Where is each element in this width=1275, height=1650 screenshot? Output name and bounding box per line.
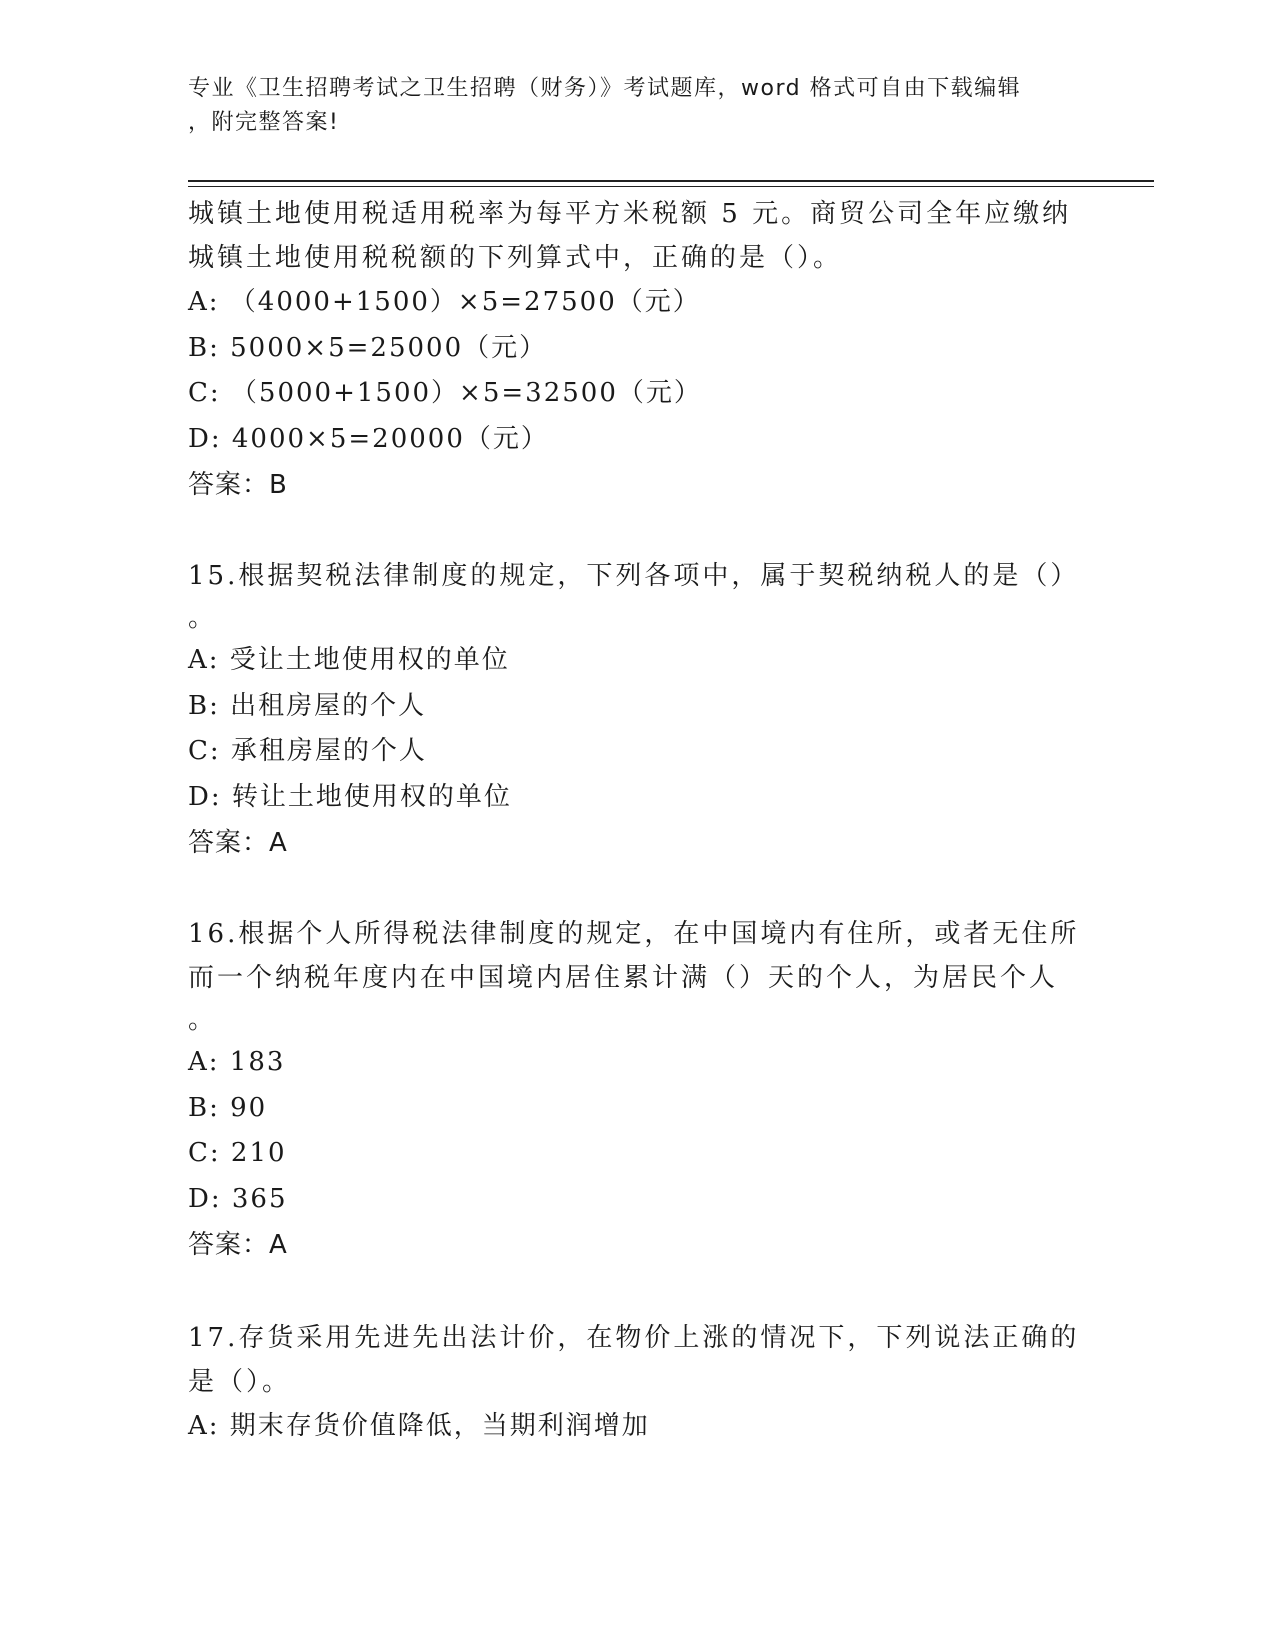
spacer [188, 508, 1088, 554]
header-divider-thin [188, 186, 1154, 187]
spacer [188, 866, 1088, 912]
question-stem-line: 16.根据个人所得税法律制度的规定，在中国境内有住所，或者无住所 [188, 919, 1080, 949]
option-c: C: 承租房屋的个人 [188, 736, 427, 766]
answer-label: 答案：A [188, 828, 288, 858]
option-d: D: 4000×5=20000（元） [188, 423, 549, 454]
header-line-2: ，附完整答案! [188, 110, 340, 135]
option-d: D: 转让土地使用权的单位 [188, 781, 512, 812]
option-a: A: （4000+1500）×5=27500（元） [188, 287, 701, 317]
question-stem-line: 。 [188, 1005, 218, 1035]
question-stem-line: 城镇土地使用税适用税率为每平方米税额 5 元。商贸公司全年应缴纳 [188, 199, 1072, 229]
option-b: B: 90 [188, 1092, 268, 1123]
answer-label: 答案：A [188, 1230, 288, 1260]
option-a: A: 183 [188, 1047, 286, 1077]
question-stem-line: 17.存货采用先进先出法计价，在物价上涨的情况下，下列说法正确的 [188, 1323, 1080, 1353]
question-16 [188, 912, 1088, 1268]
question-stem-line: 而一个纳税年度内在中国境内居住累计满（）天的个人，为居民个人 [188, 963, 1059, 993]
question-14 [188, 192, 1088, 508]
option-c: C: 210 [188, 1138, 287, 1168]
option-d: D: 365 [188, 1183, 288, 1214]
question-17 [188, 1316, 1088, 1450]
header-divider-thick [188, 180, 1154, 182]
answer-label: 答案：B [188, 470, 288, 500]
option-b: B: 出租房屋的个人 [188, 690, 427, 721]
option-b: B: 5000×5=25000（元） [188, 332, 548, 363]
question-stem-line: 是（）。 [188, 1367, 292, 1397]
question-stem-line: 15.根据契税法律制度的规定，下列各项中，属于契税纳税人的是（） [188, 561, 1080, 591]
option-c: C: （5000+1500）×5=32500（元） [188, 378, 702, 408]
spacer [188, 1268, 1088, 1316]
document-header [188, 72, 1068, 140]
question-stem-line: 城镇土地使用税税额的下列算式中，正确的是（）。 [188, 243, 843, 273]
question-list [188, 192, 1088, 1450]
question-15 [188, 554, 1088, 866]
option-a: A: 受让土地使用权的单位 [188, 645, 510, 675]
option-a: A: 期末存货价值降低，当期利润增加 [188, 1411, 650, 1441]
header-line-1: 专业《卫生招聘考试之卫生招聘（财务）》考试题库，word 格式可自由下载编辑 [188, 76, 1022, 101]
question-stem-line: 。 [188, 603, 218, 633]
